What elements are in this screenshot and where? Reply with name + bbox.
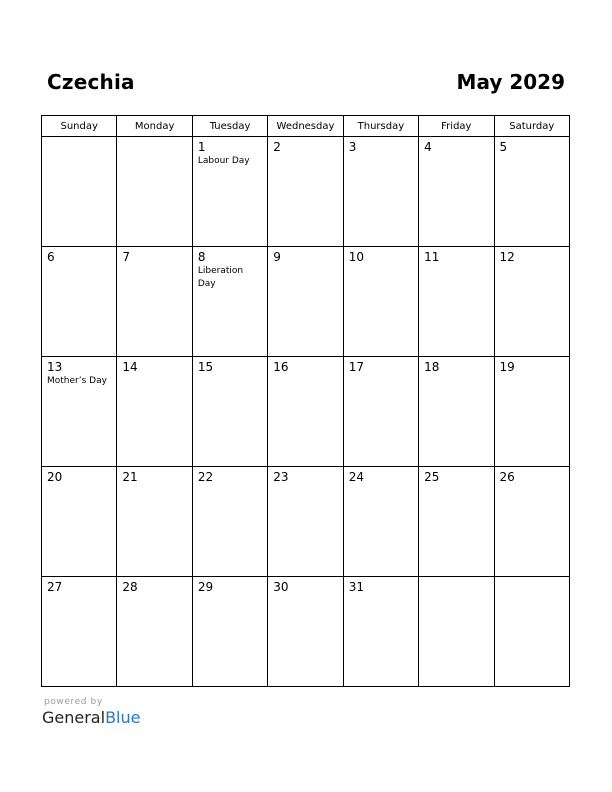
day-number: 12 <box>499 250 515 264</box>
day-cell <box>343 577 418 687</box>
day-cell <box>42 357 117 467</box>
weekday-header-friday: Friday <box>419 116 494 137</box>
holiday-label <box>495 581 569 583</box>
calendar-grid <box>41 115 570 687</box>
day-number: 16 <box>273 360 289 374</box>
day-cell <box>494 467 569 577</box>
day-number: 8 <box>197 250 206 264</box>
day-cell <box>268 247 343 357</box>
day-number: 20 <box>47 470 63 484</box>
country-title: Czechia <box>47 70 135 94</box>
day-number: 28 <box>122 580 138 594</box>
month-year-title: May 2029 <box>456 70 565 94</box>
day-number: 21 <box>122 470 138 484</box>
day-cell <box>494 577 569 687</box>
day-cell <box>419 137 494 247</box>
day-cell <box>192 467 267 577</box>
day-number: 17 <box>348 360 364 374</box>
holiday-label: Mother’s Day <box>47 376 107 386</box>
holiday-label <box>419 581 493 583</box>
day-number: 25 <box>424 470 440 484</box>
day-cell <box>494 247 569 357</box>
day-number: 4 <box>424 140 432 154</box>
day-cell <box>117 357 192 467</box>
day-cell <box>343 137 418 247</box>
weekday-header-monday: Monday <box>117 116 192 137</box>
day-cell <box>268 357 343 467</box>
day-number: 27 <box>47 580 63 594</box>
day-cell <box>117 137 192 247</box>
week-row <box>42 467 570 577</box>
day-cell <box>117 247 192 357</box>
day-number: 19 <box>499 360 515 374</box>
day-number: 11 <box>424 250 440 264</box>
day-number: 22 <box>197 470 214 484</box>
brand-name-blue: Blue <box>105 708 141 727</box>
day-cell <box>268 467 343 577</box>
day-cell <box>343 467 418 577</box>
day-cell <box>192 137 267 247</box>
weekday-header-wednesday: Wednesday <box>268 116 343 137</box>
holiday-label: Labour Day <box>197 156 250 166</box>
day-number: 23 <box>273 470 289 484</box>
day-number: 14 <box>122 360 138 374</box>
day-cell <box>42 467 117 577</box>
day-cell <box>419 247 494 357</box>
footer-branding <box>42 697 140 727</box>
day-cell <box>419 357 494 467</box>
day-cell <box>343 357 418 467</box>
day-number: 29 <box>197 580 214 594</box>
weekday-header-saturday: Saturday <box>494 116 569 137</box>
day-cell <box>192 247 267 357</box>
day-cell <box>494 357 569 467</box>
day-cell <box>343 247 418 357</box>
week-row <box>42 137 570 247</box>
day-number: 1 <box>197 140 206 154</box>
day-number: 18 <box>424 360 440 374</box>
brand-name-general: General <box>42 708 106 727</box>
weekday-header-tuesday: Tuesday <box>192 116 267 137</box>
day-number: 2 <box>273 140 281 154</box>
week-row <box>42 247 570 357</box>
day-cell <box>42 137 117 247</box>
day-cell <box>117 577 192 687</box>
weekday-header-sunday: Sunday <box>42 116 117 137</box>
holiday-label: Liberation Day <box>197 266 244 289</box>
day-cell <box>117 467 192 577</box>
powered-by-text: powered by <box>44 697 103 707</box>
day-number: 3 <box>348 140 357 154</box>
weekday-header-row <box>42 116 570 137</box>
holiday-label <box>117 141 191 143</box>
day-number: 6 <box>47 250 55 264</box>
day-cell <box>42 247 117 357</box>
day-cell <box>268 577 343 687</box>
day-cell <box>494 137 569 247</box>
day-number: 10 <box>348 250 364 264</box>
week-row <box>42 357 570 467</box>
day-number: 15 <box>197 360 214 374</box>
day-cell <box>192 577 267 687</box>
day-number: 24 <box>348 470 364 484</box>
day-number: 5 <box>499 140 508 154</box>
day-number: 31 <box>348 580 364 594</box>
day-cell <box>419 577 494 687</box>
day-number: 7 <box>122 250 131 264</box>
brand-logo[interactable] <box>42 708 140 727</box>
day-cell <box>42 577 117 687</box>
day-cell <box>192 357 267 467</box>
day-cell <box>268 137 343 247</box>
day-number: 30 <box>273 580 289 594</box>
day-cell <box>419 467 494 577</box>
day-number: 26 <box>499 470 515 484</box>
weekday-header-thursday: Thursday <box>343 116 418 137</box>
week-row <box>42 577 570 687</box>
day-number: 13 <box>47 360 63 374</box>
holiday-label <box>42 141 116 143</box>
day-number: 9 <box>273 250 281 264</box>
